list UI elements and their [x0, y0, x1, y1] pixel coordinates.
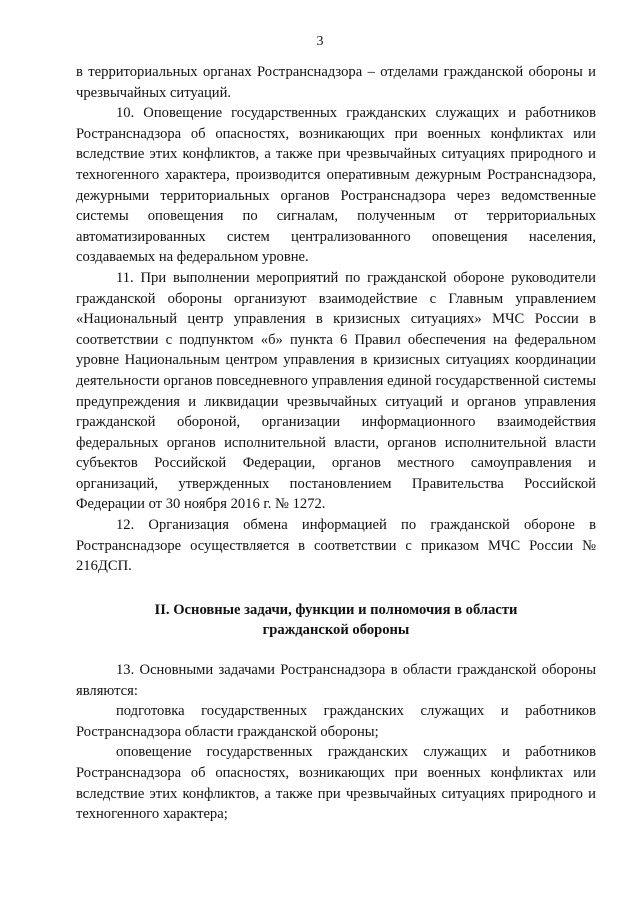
paragraph-10: 10. Оповещение государственных гражданских служащих и работников Ространснадзора об опасностях, возникающих при военных конфликтах или вследствие этих конфликтов, а также при чрезвычайных ситуациях природного и техногенного характера, производится оперативным дежурным Ространснадзора, дежурными территориальных органов Ространснадзора через ведомственные системы оповещения по сигналам, полученным от территориальных автоматизированных систем централизованного оповещения населения, создаваемых на федеральном уровне.	[76, 105, 596, 266]
text-block-bottom	[76, 660, 596, 825]
list-item-training: подготовка государственных гражданских служащих и работников Ространснадзора области гражданской обороны;	[76, 703, 596, 740]
section-heading-line-1: II. Основные задачи, функции и полномочия в области	[154, 602, 518, 618]
page-number: 3	[316, 34, 324, 49]
paragraph-11: 11. При выполнении мероприятий по гражданской обороне руководители гражданской обороны организуют взаимодействие с Главным управлением «Национальный центр управления в кризисных ситуациях» МЧС России в соответствии с подпунктом «б» пункта 6 Правил обеспечения на федеральном уровне Национальным центром управления в кризисных ситуациях координации деятельности органов повседневного управления единой государственной системы предупреждения и ликвидации чрезвычайных ситуаций и органов управления гражданской обороной, организации информационного взаимодействия федеральных органов исполнительной власти, органов исполнительной власти субъектов Российской Федерации, органов местного самоуправления и организаций, утвержденных постановлением Правительства Российской Федерации от 30 ноября 2016 г. № 1272.	[76, 269, 596, 513]
paragraph-13: 13. Основными задачами Ространснадзора в области гражданской обороны являются:	[76, 662, 596, 699]
paragraph-12: 12. Организация обмена информацией по гражданской обороне в Ространснадзоре осуществляется в соответствии с приказом МЧС России № 216ДСП.	[76, 517, 596, 575]
paragraph-continuation: в территориальных органах Ространснадзора – отделами гражданской обороны и чрезвычайных ситуаций.	[76, 64, 596, 101]
list-item-notification: оповещение государственных гражданских служащих и работников Ространснадзора об опасностях, возникающих при военных конфликтах или вследствие этих конфликтов, а также при чрезвычайных ситуациях природного и техногенного характера;	[76, 744, 596, 823]
section-heading-line-2: гражданской обороны	[262, 622, 410, 638]
section-heading	[76, 600, 596, 640]
text-block-top	[76, 62, 596, 577]
